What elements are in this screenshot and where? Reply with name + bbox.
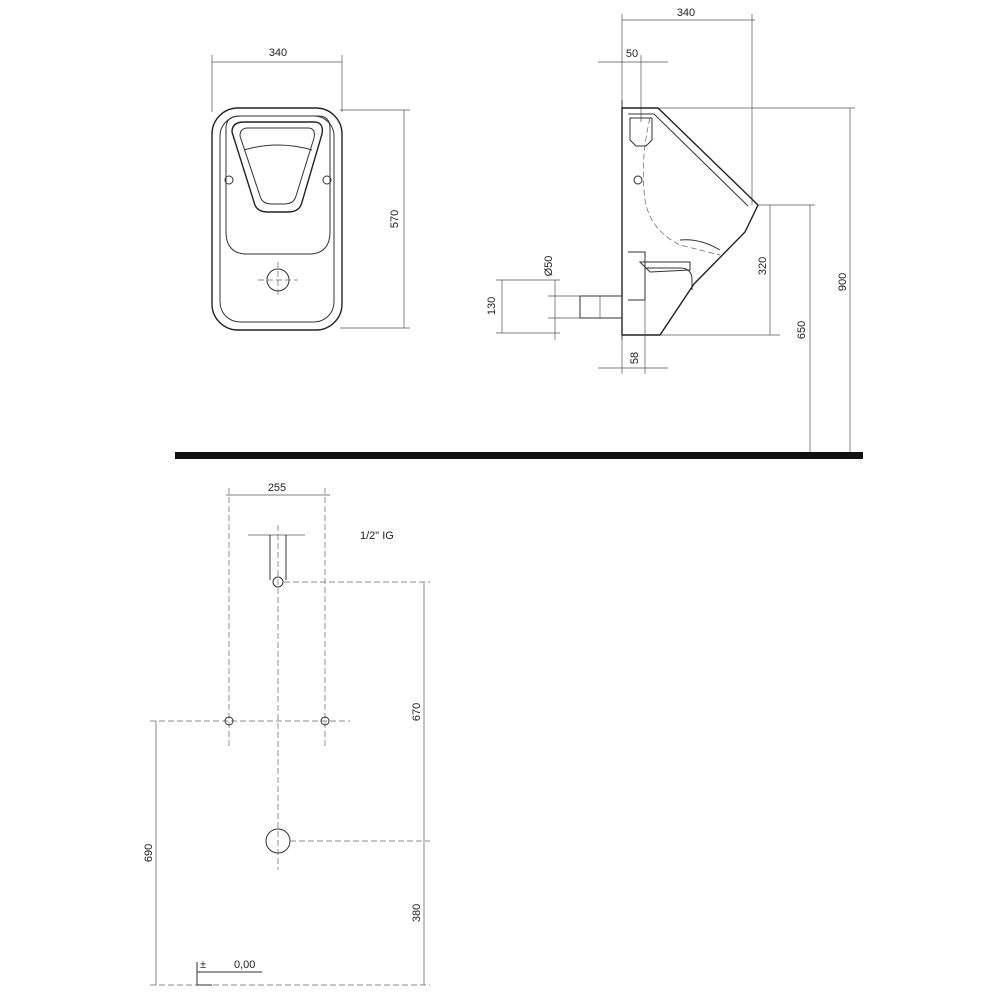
install-fixing-height-label: 690 bbox=[143, 843, 155, 863]
side-total-height-label: 900 bbox=[837, 272, 849, 292]
side-wall-offset-label: 50 bbox=[625, 48, 639, 60]
side-bottom-offset-label: 58 bbox=[629, 351, 641, 365]
install-supply-to-outlet-label: 670 bbox=[411, 702, 423, 722]
front-height-label: 570 bbox=[389, 209, 401, 229]
bowl-opening bbox=[232, 122, 322, 212]
side-rim-height-label: 650 bbox=[796, 320, 808, 340]
install-supply-label: 1/2" IG bbox=[360, 530, 394, 542]
side-depth-label: 340 bbox=[676, 7, 696, 19]
side-rim-drop-label: 320 bbox=[757, 256, 769, 276]
install-floor-level-label: 0,00 bbox=[234, 959, 256, 971]
side-pipe-height-label: 130 bbox=[486, 296, 498, 316]
svg-text:±: ± bbox=[200, 959, 207, 971]
front-width-label: 340 bbox=[268, 47, 288, 59]
install-outlet-height-label: 380 bbox=[411, 903, 423, 923]
floor-line bbox=[175, 452, 863, 459]
side-pipe-label: Ø50 bbox=[543, 255, 555, 277]
install-view bbox=[143, 482, 430, 985]
side-view bbox=[486, 7, 855, 452]
outlet-pipe bbox=[580, 296, 622, 318]
install-fixing-spacing-label: 255 bbox=[267, 482, 287, 494]
front-view bbox=[212, 47, 410, 330]
side-outline bbox=[622, 108, 758, 335]
front-outline bbox=[212, 108, 342, 330]
